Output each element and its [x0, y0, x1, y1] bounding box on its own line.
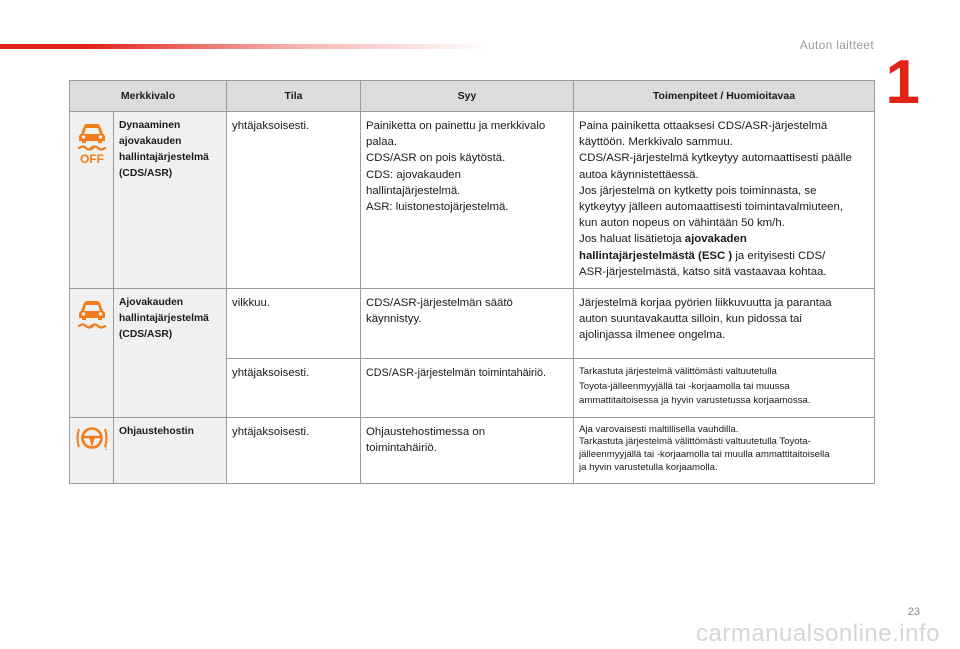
power-steering-warning-icon [75, 424, 109, 457]
indicator-status: yhtäjaksoisesti. [227, 359, 361, 418]
indicator-action: Tarkastuta järjestelmä välittömästi valtuutetulla Toyota-jälleenmyyjällä tai -korjaamolla tai muussa ammattitaitoisessa ja hyvin varustetussa korjaamossa. [574, 359, 875, 418]
page-number: 23 [907, 606, 920, 618]
indicator-name: Ajovakauden hallintajärjestelmä (CDS/ASR) [114, 289, 227, 418]
indicator-status: yhtäjaksoisesti. [227, 112, 361, 289]
indicator-cause: CDS/ASR-järjestelmän säätö käynnistyy. [361, 289, 574, 359]
column-header: Merkkivalo [70, 81, 227, 112]
indicator-cause: Ohjaustehostimessa on toimintahäiriö. [361, 417, 574, 483]
warning-lights-table [69, 80, 875, 484]
chapter-accent-bar [0, 44, 490, 49]
indicator-name: Ohjaustehostin [114, 417, 227, 483]
chapter-number: 1 [885, 48, 920, 117]
watermark: carmanualsonline.info [696, 620, 940, 647]
indicator-cause: Painiketta on painettu ja merkkivalo palaa. CDS/ASR on pois käytöstä. CDS: ajovakauden hallintajärjestelmä. ASR: luistonestojärjestelmä. [361, 112, 574, 289]
table-row [70, 417, 875, 483]
indicator-cause: CDS/ASR-järjestelmän toimintahäiriö. [361, 359, 574, 418]
indicator-action: Paina painiketta ottaaksesi CDS/ASR-järjestelmä käyttöön. Merkkivalo sammuu. CDS/ASR-järjestelmä kytkeytyy automaattisesti päälle autoa käynnistettäessä. Jos järjestelmä on kytketty pois toiminnasta, se kytkeytyy jälleen automaattisesti toimintavalmiuteen, kun auton nopeus on vähintään 50 km/h. Jos haluat lisätietoja ajovakaden hallintajärjestelmästä (ESC ) ja erityisesti CDS/ ASR-järjestelmästä, katso sitä vastaavaa kohtaa. [574, 112, 875, 289]
table-row [70, 289, 875, 359]
column-header: Tila [227, 81, 361, 112]
indicator-icon-cell [70, 112, 114, 289]
indicator-status: yhtäjaksoisesti. [227, 417, 361, 483]
column-header: Syy [361, 81, 574, 112]
esc-skid-icon [76, 295, 108, 338]
indicator-icon-cell [70, 289, 114, 418]
icon-off-label: OFF [79, 152, 104, 166]
indicator-icon-cell [70, 417, 114, 483]
table-header-row [70, 81, 875, 112]
section-title: Auton laitteet [799, 38, 874, 52]
table-row [70, 112, 875, 289]
indicator-action: Järjestelmä korjaa pyörien liikkuvuutta ja parantaa auton suuntavakautta silloin, kun pidossa tai ajolinjassa ilmenee ongelma. [574, 289, 875, 359]
column-header: Toimenpiteet / Huomioitavaa [574, 81, 875, 112]
indicator-status: vilkkuu. [227, 289, 361, 359]
indicator-action: Aja varovaisesti maltillisella vauhdilla. Tarkastuta järjestelmä välittömästi valtuutetulla Toyota- jälleenmyyjällä tai -korjaamolla tai muulla ammattitaitoisella ja hyvin varustetulla korjaamolla. [574, 417, 875, 483]
esc-reference-bold: ajovakaden [684, 233, 747, 246]
svg-text:!: ! [104, 441, 108, 452]
indicator-name: Dynaaminen ajovakauden hallintajärjestelmä (CDS/ASR) [114, 112, 227, 289]
esc-off-warning-icon [76, 118, 108, 171]
